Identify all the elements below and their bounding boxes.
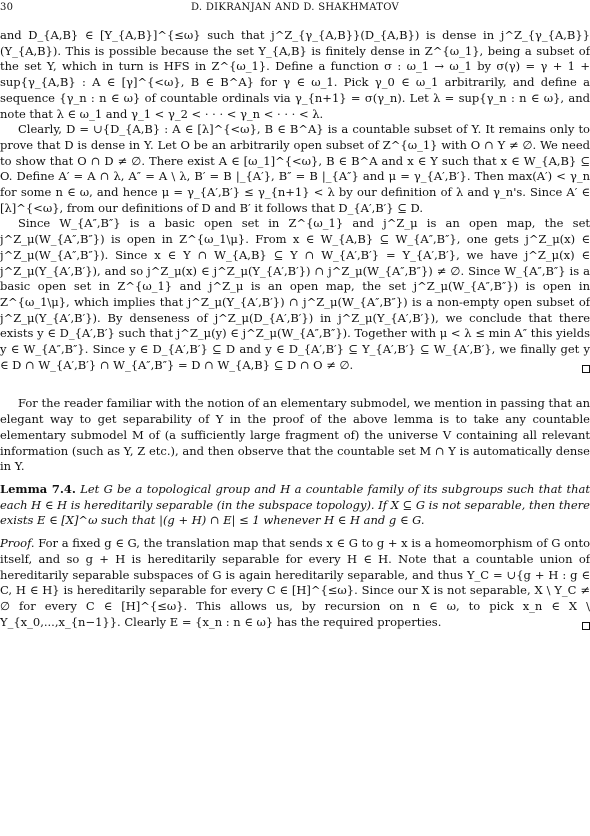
running-header — [0, 0, 590, 16]
lemma-spacing — [0, 475, 590, 482]
lemma-statement: Let G be a topological group and H a countable family of its subgroups such that that each H ∈ H is hereditarily separable (in the subspace topology). If X ⊆ G is not separable, then there exists E ∈ [X]^ω such that |(g + H) ∩ E| ≤ 1 whenever H ∈ H and g ∈ G. — [0, 481, 590, 528]
paragraph-elementary-submodel-remark: For the reader familiar with the notion of an elementary submodel, we mention in passing that an elegant way to get separability of Y in the proof of the above lemma is to take any countable elementary submodel M of (a sufficiently large fragment of) the universe V containing all relevant information (such as Y, Z etc.), and then observe that the countable set M ∩ Y is automatically dense in Y. — [0, 396, 590, 474]
main-text — [0, 28, 590, 630]
qed-box-icon — [582, 365, 590, 373]
proof-spacing — [0, 529, 590, 536]
paragraph-construction: and D_{A,B} ∈ [Y_{A,B}]^{≤ω} such that j^Z_{γ_{A,B}}(D_{A,B}) is dense in j^Z_{γ_{A,B}}(Y_{A,B}). This is possible because the set Y_{A,B} is finitely dense in Z^{ω_1}, being a subset of the set Y, which in turn is HFS in Z^{ω_1}. Define a function σ : ω_1 → ω_1 by σ(γ) = γ + 1 + sup{γ_{A,B} : A ∈ [γ]^{<ω}, B ∈ B^A} for γ ∈ ω_1. Pick γ_0 ∈ ω_1 arbitrarily, and define a sequence {γ_n : n ∈ ω} of countable ordinals via γ_{n+1} = σ(γ_n). Let λ = sup{γ_n : n ∈ ω}, and note that λ ∈ ω_1 and γ_1 < γ_2 < · · · < γ_n < · · · < λ. — [0, 28, 590, 121]
paragraph-density-argument: Clearly, D = ∪{D_{A,B} : A ∈ [λ]^{<ω}, B ∈ B^A} is a countable subset of Y. It remains only to prove that D is dense in Y. Let O be an arbitrarily open subset of Z^{ω_1} with O ∩ Y ≠ ∅. We need to show that O ∩ D ≠ ∅. There exist A ∈ [ω_1]^{<ω}, B ∈ B^A and x ∈ Y such that x ∈ W_{A,B} ⊆ O. Define A′ = A ∩ λ, A″ = A \ λ, B′ = B |_{A′}, B″ = B |_{A″} and μ = γ_{A′,B′}. Then max(A′) < γ_n for some n ∈ ω, and hence μ = γ_{A′,B′} ≤ γ_{n+1} < λ by our definition of λ and γ_n's. Since A′ ∈ [λ]^{<ω}, from our definitions of D and B′ it follows that D_{A′,B′} ⊆ D. — [0, 122, 590, 215]
section-spacing — [0, 373, 590, 396]
proof-block — [0, 536, 590, 630]
paragraph-proof-conclusion — [0, 216, 590, 373]
running-title-authors: D. DIKRANJAN AND D. SHAKHMATOV — [190, 2, 400, 13]
proof-label: Proof. — [0, 536, 35, 551]
proof-text: For a fixed g ∈ G, the translation map that sends x ∈ G to g + x is a homeomorphism of G onto itself, and so g + H is hereditarily separable for every H ∈ H. Note that a countable union of hereditarily separable subspaces of G is again hereditarily separable, and thus Y_C = ∪{g + H : g ∈ C, H ∈ H} is hereditarily separable for every C ∈ [H]^{≤ω}. Since our X is not separable, X \ Y_C ≠ ∅ for every C ∈ [H]^{≤ω}. This allows us, by recursion on n ∈ ω, to pick x_n ∈ X \ Y_{x_0,...,x_{n−1}}. Clearly E = {x_n : n ∈ ω} has the required properties. — [0, 536, 590, 629]
page-number: 30 — [0, 2, 14, 13]
lemma-7-4 — [0, 482, 590, 529]
proof-conclusion-text: Since W_{A″,B″} is a basic open set in Z^{ω_1} and j^Z_μ is an open map, the set j^Z_μ(W_{A″,B″}) is open in Z^{ω_1\μ}. From x ∈ W_{A,B} ⊆ W_{A″,B″}, one gets j^Z_μ(x) ∈ j^Z_μ(W_{A″,B″}). Since x ∈ Y ∩ W_{A,B} ⊆ Y ∩ W_{A′,B′} = Y_{A′,B′}, we have j^Z_μ(x) ∈ j^Z_μ(Y_{A′,B′}), and so j^Z_μ(x) ∈ j^Z_μ(Y_{A′,B′}) ∩ j^Z_μ(W_{A″,B″}) ≠ ∅. Since W_{A″,B″} is a basic open set in Z^{ω_1} and j^Z_μ is an open map, the set j^Z_μ(W_{A″,B″}) is open in Z^{ω_1\μ}, which implies that j^Z_μ(Y_{A′,B′}) ∩ j^Z_μ(W_{A″,B″}) is a non-empty open subset of j^Z_μ(Y_{A′,B′}). By denseness of j^Z_μ(D_{A′,B′}) in j^Z_μ(Y_{A′,B′}), we conclude that there exists y ∈ D_{A′,B′} such that j^Z_μ(y) ∈ j^Z_μ(W_{A″,B″}). Together with μ < λ ≤ min A″ this yields y ∈ W_{A″,B″}. Since y ∈ D_{A′,B′} ⊆ D and y ∈ D_{A′,B′} ⊆ Y_{A′,B′} ⊆ W_{A′,B′}, we finally get y ∈ D ∩ W_{A′,B′} ∩ W_{A″,B″} = D ∩ W_{A,B} ⊆ D ∩ O ≠ ∅. — [0, 216, 590, 372]
qed-box-icon — [582, 622, 590, 630]
lemma-label: Lemma 7.4. — [0, 481, 76, 496]
